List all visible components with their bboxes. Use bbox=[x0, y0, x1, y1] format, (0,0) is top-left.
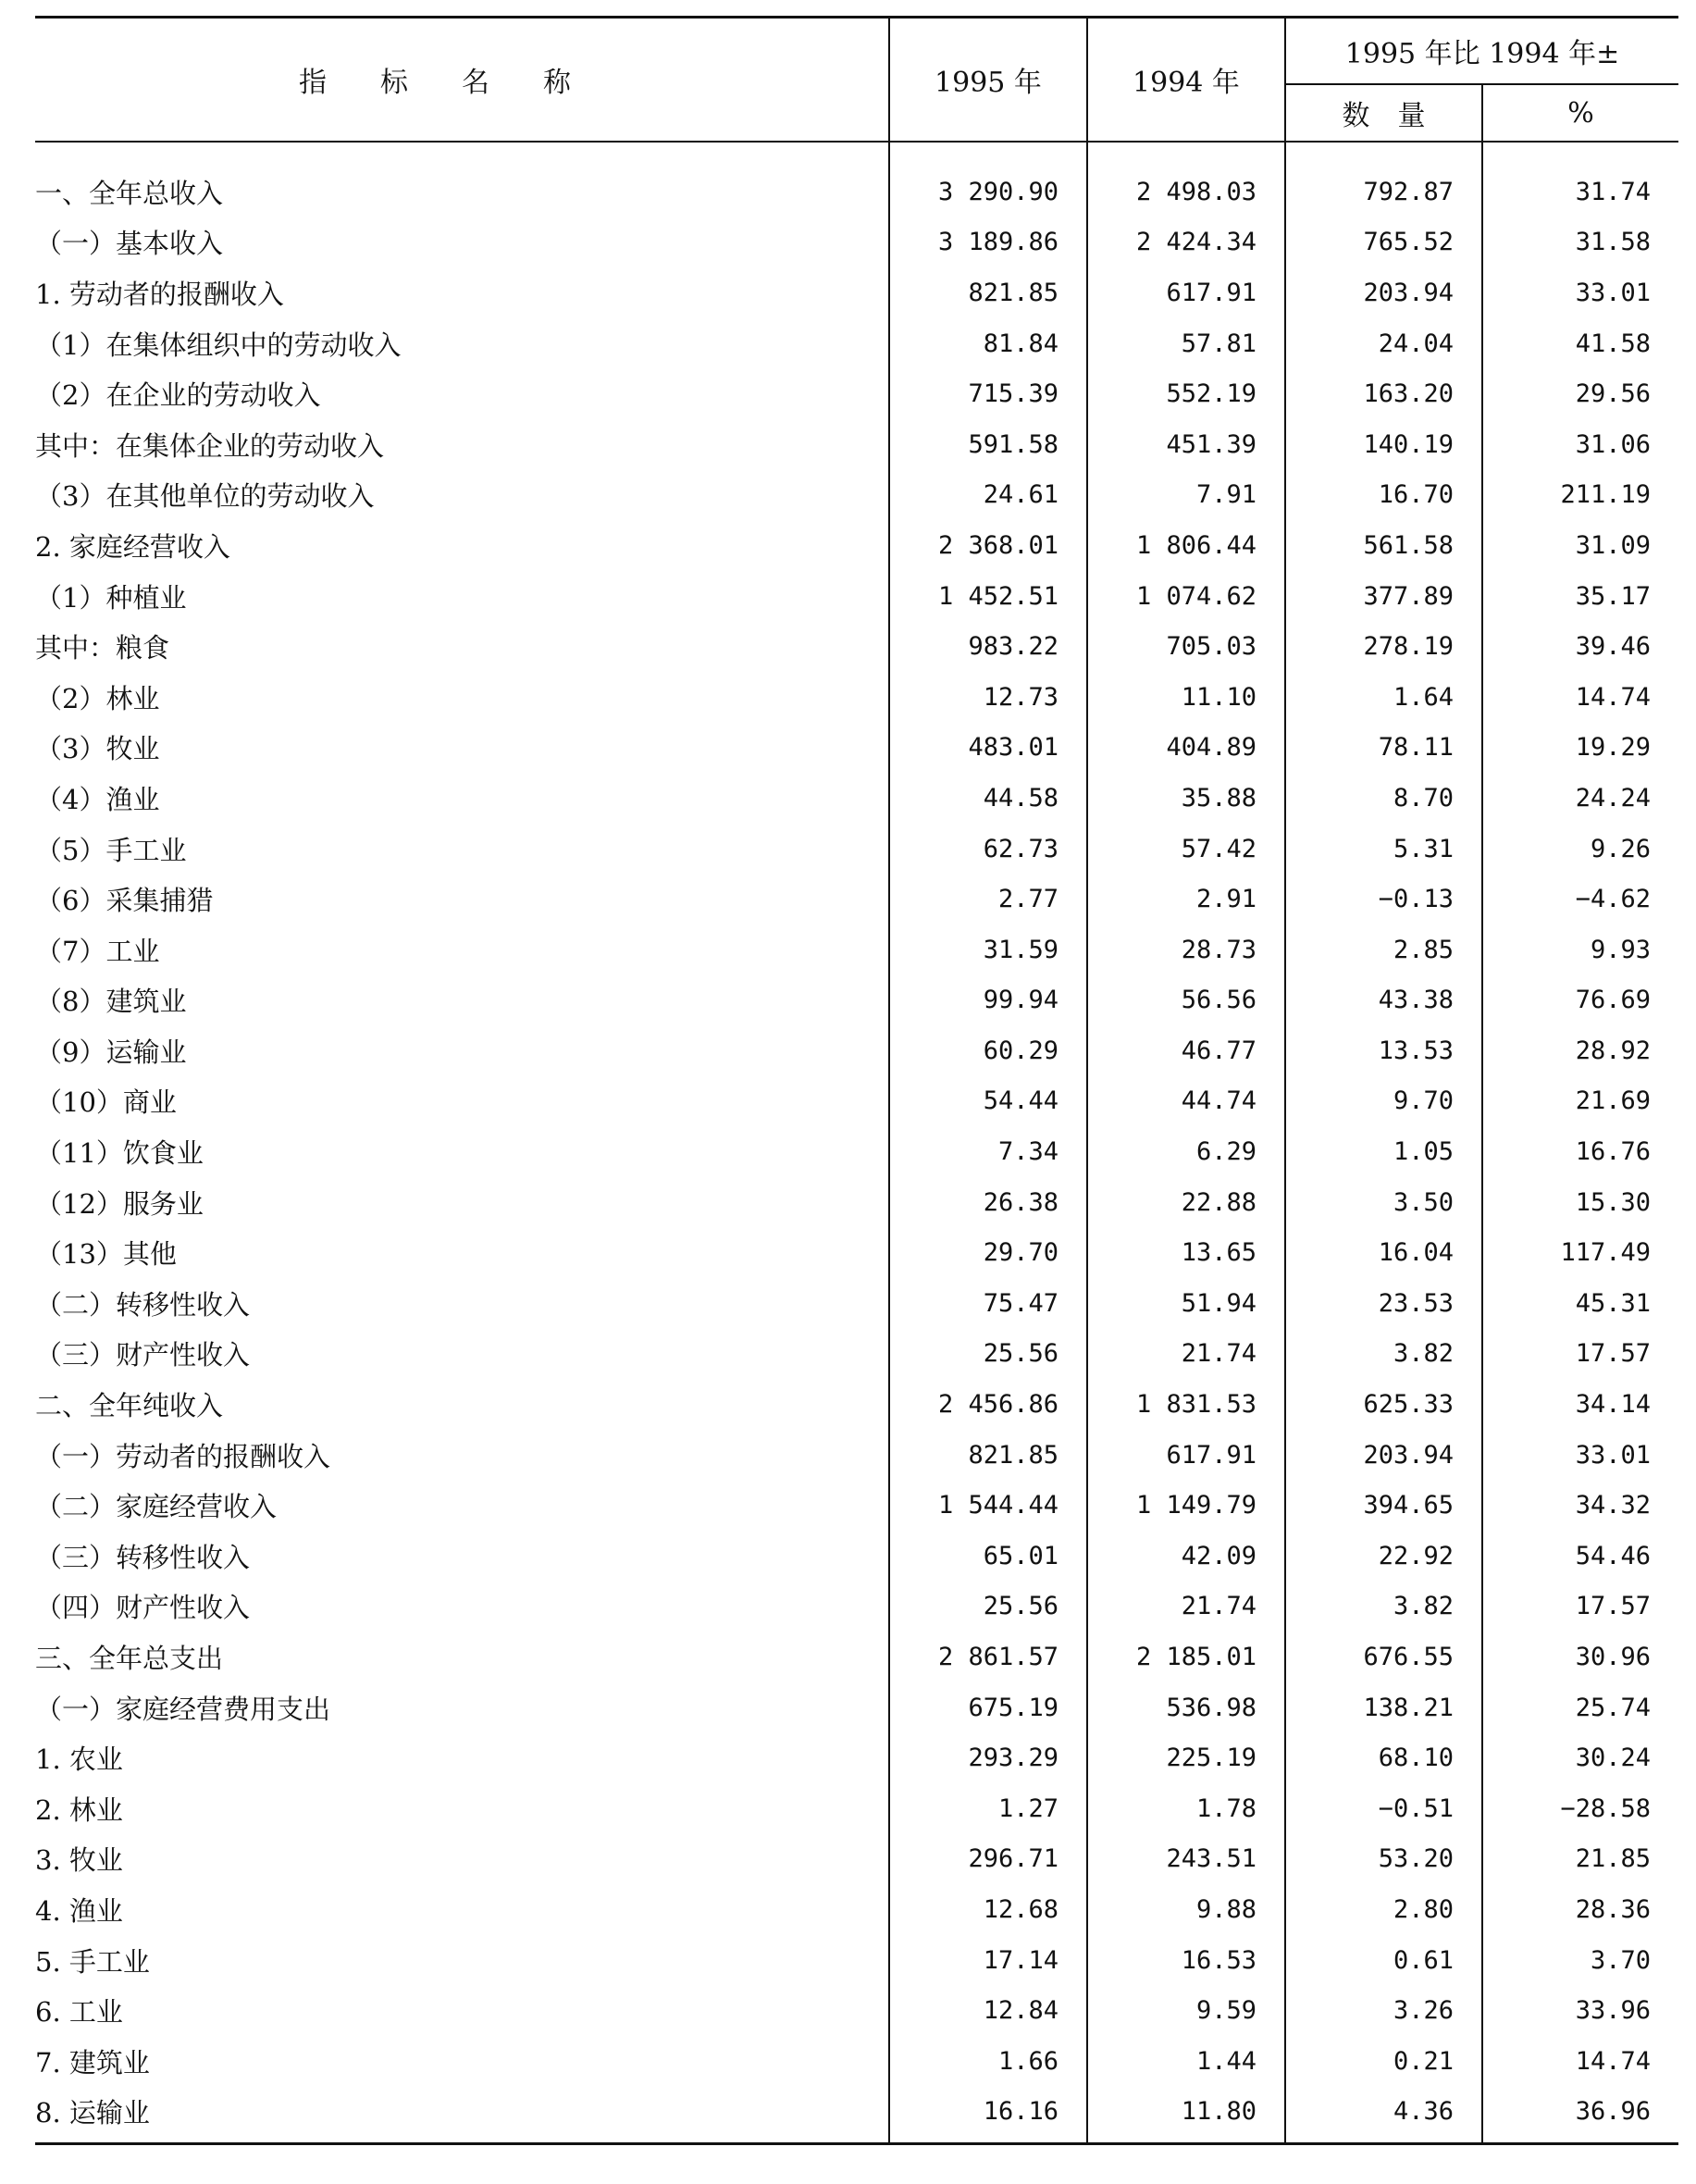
table-row bbox=[35, 1076, 1678, 1127]
value-1994: 11.80 bbox=[1087, 2087, 1285, 2144]
value-1994: 42.09 bbox=[1087, 1531, 1285, 1582]
table-row bbox=[35, 1531, 1678, 1582]
table-row bbox=[35, 1177, 1678, 1228]
change-quantity: 13.53 bbox=[1285, 1025, 1482, 1076]
change-percent: 14.74 bbox=[1482, 2036, 1678, 2087]
table-row bbox=[35, 1126, 1678, 1177]
indicator-name: （2）在企业的劳动收入 bbox=[35, 379, 321, 412]
change-quantity: 3.82 bbox=[1285, 1582, 1482, 1632]
value-1994: 1 149.79 bbox=[1087, 1480, 1285, 1531]
change-percent: 30.96 bbox=[1482, 1632, 1678, 1682]
value-1995: 675.19 bbox=[889, 1682, 1087, 1733]
table-row bbox=[35, 1430, 1678, 1481]
value-1994: 1.78 bbox=[1087, 1783, 1285, 1834]
value-1994: 51.94 bbox=[1087, 1278, 1285, 1329]
change-percent: 31.09 bbox=[1482, 520, 1678, 571]
table-row bbox=[35, 2036, 1678, 2087]
indicator-name: 4. 渔业 bbox=[35, 1894, 123, 1927]
indicator-name: （四）财产性收入 bbox=[35, 1592, 251, 1624]
income-expenditure-table bbox=[35, 16, 1678, 2145]
value-1995: 81.84 bbox=[889, 318, 1087, 369]
change-percent: −4.62 bbox=[1482, 874, 1678, 924]
table-body bbox=[35, 142, 1678, 2144]
table-row bbox=[35, 773, 1678, 824]
table-row bbox=[35, 924, 1678, 975]
value-1995: 12.68 bbox=[889, 1884, 1087, 1935]
value-1995: 293.29 bbox=[889, 1732, 1087, 1783]
value-1994: 617.91 bbox=[1087, 267, 1285, 318]
value-1995: 591.58 bbox=[889, 419, 1087, 470]
indicator-name: 5. 手工业 bbox=[35, 1945, 150, 1978]
value-1994: 46.77 bbox=[1087, 1025, 1285, 1076]
change-percent: 31.58 bbox=[1482, 217, 1678, 268]
indicator-name: （1）种植业 bbox=[35, 581, 187, 614]
value-1995: 17.14 bbox=[889, 1935, 1087, 1986]
indicator-name: 2. 家庭经营收入 bbox=[35, 530, 230, 563]
change-quantity: 203.94 bbox=[1285, 267, 1482, 318]
table-row bbox=[35, 1379, 1678, 1430]
value-1994: 536.98 bbox=[1087, 1682, 1285, 1733]
change-percent: 29.56 bbox=[1482, 368, 1678, 419]
value-1995: 62.73 bbox=[889, 824, 1087, 875]
value-1995: 54.44 bbox=[889, 1076, 1087, 1127]
value-1995: 25.56 bbox=[889, 1329, 1087, 1380]
value-1995: 12.84 bbox=[889, 1985, 1087, 2036]
change-quantity: −0.13 bbox=[1285, 874, 1482, 924]
change-percent: 31.06 bbox=[1482, 419, 1678, 470]
value-1995: 3 189.86 bbox=[889, 217, 1087, 268]
change-percent: 34.14 bbox=[1482, 1379, 1678, 1430]
value-1995: 2 456.86 bbox=[889, 1379, 1087, 1430]
value-1995: 65.01 bbox=[889, 1531, 1087, 1582]
change-quantity: −0.51 bbox=[1285, 1783, 1482, 1834]
change-quantity: 23.53 bbox=[1285, 1278, 1482, 1329]
change-quantity: 16.70 bbox=[1285, 470, 1482, 521]
change-percent: 28.92 bbox=[1482, 1025, 1678, 1076]
table-row bbox=[35, 621, 1678, 672]
change-percent: 33.01 bbox=[1482, 1430, 1678, 1481]
table-row bbox=[35, 1783, 1678, 1834]
table-row bbox=[35, 368, 1678, 419]
table-row bbox=[35, 2087, 1678, 2144]
value-1995: 99.94 bbox=[889, 975, 1087, 1026]
change-percent: 36.96 bbox=[1482, 2087, 1678, 2144]
value-1995: 2.77 bbox=[889, 874, 1087, 924]
value-1994: 451.39 bbox=[1087, 419, 1285, 470]
value-1994: 11.10 bbox=[1087, 672, 1285, 723]
indicator-name: （一）基本收入 bbox=[35, 228, 224, 260]
table-row bbox=[35, 571, 1678, 622]
change-percent: 45.31 bbox=[1482, 1278, 1678, 1329]
indicator-name: （6）采集捕猎 bbox=[35, 885, 214, 917]
value-1995: 24.61 bbox=[889, 470, 1087, 521]
change-quantity: 2.85 bbox=[1285, 924, 1482, 975]
change-percent: 41.58 bbox=[1482, 318, 1678, 369]
value-1994: 705.03 bbox=[1087, 621, 1285, 672]
change-percent: 33.96 bbox=[1482, 1985, 1678, 2036]
change-quantity: 278.19 bbox=[1285, 621, 1482, 672]
change-quantity: 5.31 bbox=[1285, 824, 1482, 875]
value-1994: 35.88 bbox=[1087, 773, 1285, 824]
comparison-header: 1995 年比 1994 年± bbox=[1285, 18, 1678, 85]
value-1994: 2 498.03 bbox=[1087, 142, 1285, 217]
table-row bbox=[35, 1025, 1678, 1076]
table-row bbox=[35, 1682, 1678, 1733]
table-row bbox=[35, 1278, 1678, 1329]
change-quantity: 3.26 bbox=[1285, 1985, 1482, 2036]
value-1995: 1.66 bbox=[889, 2036, 1087, 2087]
change-percent: 19.29 bbox=[1482, 723, 1678, 774]
value-1995: 3 290.90 bbox=[889, 142, 1087, 217]
change-quantity: 1.64 bbox=[1285, 672, 1482, 723]
value-1994: 617.91 bbox=[1087, 1430, 1285, 1481]
change-quantity: 203.94 bbox=[1285, 1430, 1482, 1481]
table-row bbox=[35, 1480, 1678, 1531]
change-quantity: 394.65 bbox=[1285, 1480, 1482, 1531]
value-1994: 16.53 bbox=[1087, 1935, 1285, 1986]
table-row bbox=[35, 1582, 1678, 1632]
change-quantity: 765.52 bbox=[1285, 217, 1482, 268]
table-row bbox=[35, 723, 1678, 774]
value-1995: 44.58 bbox=[889, 773, 1087, 824]
change-percent: 24.24 bbox=[1482, 773, 1678, 824]
change-quantity: 8.70 bbox=[1285, 773, 1482, 824]
table-row bbox=[35, 1329, 1678, 1380]
value-1994: 1 831.53 bbox=[1087, 1379, 1285, 1430]
indicator-name: （二）家庭经营收入 bbox=[35, 1491, 278, 1523]
indicator-name: 2. 林业 bbox=[35, 1793, 123, 1826]
indicator-name: （一）劳动者的报酬收入 bbox=[35, 1440, 331, 1472]
table-row bbox=[35, 1732, 1678, 1783]
change-quantity: 561.58 bbox=[1285, 520, 1482, 571]
value-1994: 1.44 bbox=[1087, 2036, 1285, 2087]
indicator-name: 其中：在集体企业的劳动收入 bbox=[35, 429, 385, 462]
change-percent: −28.58 bbox=[1482, 1783, 1678, 1834]
indicator-name: （3）在其他单位的劳动收入 bbox=[35, 480, 375, 513]
indicator-name-header-text: 指标名称 bbox=[299, 67, 625, 99]
change-percent: 14.74 bbox=[1482, 672, 1678, 723]
table-row bbox=[35, 824, 1678, 875]
value-1994: 21.74 bbox=[1087, 1582, 1285, 1632]
value-1994: 243.51 bbox=[1087, 1834, 1285, 1885]
value-1994: 6.29 bbox=[1087, 1126, 1285, 1177]
change-percent: 16.76 bbox=[1482, 1126, 1678, 1177]
change-percent: 39.46 bbox=[1482, 621, 1678, 672]
value-1994: 404.89 bbox=[1087, 723, 1285, 774]
value-1994: 2 185.01 bbox=[1087, 1632, 1285, 1682]
indicator-name: 一、全年总收入 bbox=[35, 177, 224, 209]
change-percent: 17.57 bbox=[1482, 1329, 1678, 1380]
change-quantity: 138.21 bbox=[1285, 1682, 1482, 1733]
value-1995: 483.01 bbox=[889, 723, 1087, 774]
indicator-name: （5）手工业 bbox=[35, 834, 187, 866]
change-quantity: 676.55 bbox=[1285, 1632, 1482, 1682]
change-percent: 28.36 bbox=[1482, 1884, 1678, 1935]
indicator-name: 8. 运输业 bbox=[35, 2087, 889, 2144]
value-1994: 56.56 bbox=[1087, 975, 1285, 1026]
change-quantity: 43.38 bbox=[1285, 975, 1482, 1026]
change-quantity: 16.04 bbox=[1285, 1227, 1482, 1278]
value-1995: 1.27 bbox=[889, 1783, 1087, 1834]
change-quantity: 68.10 bbox=[1285, 1732, 1482, 1783]
change-percent: 17.57 bbox=[1482, 1582, 1678, 1632]
change-percent: 211.19 bbox=[1482, 470, 1678, 521]
table-row bbox=[35, 1935, 1678, 1986]
indicator-name: （11）饮食业 bbox=[35, 1137, 204, 1170]
value-1995: 983.22 bbox=[889, 621, 1087, 672]
indicator-name: 3. 牧业 bbox=[35, 1844, 123, 1877]
change-percent: 31.74 bbox=[1482, 142, 1678, 217]
value-1994: 57.81 bbox=[1087, 318, 1285, 369]
change-percent: 3.70 bbox=[1482, 1935, 1678, 1986]
change-quantity: 24.04 bbox=[1285, 318, 1482, 369]
change-percent: 76.69 bbox=[1482, 975, 1678, 1026]
table-row bbox=[35, 1632, 1678, 1682]
table-row bbox=[35, 520, 1678, 571]
indicator-name: 1. 农业 bbox=[35, 1743, 123, 1776]
value-1994: 44.74 bbox=[1087, 1076, 1285, 1127]
table-row bbox=[35, 1884, 1678, 1935]
value-1995: 1 544.44 bbox=[889, 1480, 1087, 1531]
indicator-name: （二）转移性收入 bbox=[35, 1288, 251, 1321]
indicator-name: （3）牧业 bbox=[35, 733, 160, 765]
change-quantity: 2.80 bbox=[1285, 1884, 1482, 1935]
indicator-name: （13）其他 bbox=[35, 1238, 177, 1271]
change-percent: 54.46 bbox=[1482, 1531, 1678, 1582]
change-quantity: 1.05 bbox=[1285, 1126, 1482, 1177]
change-percent: 33.01 bbox=[1482, 267, 1678, 318]
indicator-name: （三）财产性收入 bbox=[35, 1339, 251, 1371]
change-quantity: 53.20 bbox=[1285, 1834, 1482, 1885]
table-header bbox=[35, 18, 1678, 143]
change-percent: 35.17 bbox=[1482, 571, 1678, 622]
change-percent: 25.74 bbox=[1482, 1682, 1678, 1733]
value-1994: 9.88 bbox=[1087, 1884, 1285, 1935]
change-quantity: 4.36 bbox=[1285, 2087, 1482, 2144]
value-1995: 821.85 bbox=[889, 267, 1087, 318]
value-1995: 7.34 bbox=[889, 1126, 1087, 1177]
indicator-name: （10）商业 bbox=[35, 1086, 177, 1119]
indicator-name: （4）渔业 bbox=[35, 783, 160, 815]
value-1995: 2 368.01 bbox=[889, 520, 1087, 571]
value-1995: 1 452.51 bbox=[889, 571, 1087, 622]
change-quantity: 3.50 bbox=[1285, 1177, 1482, 1228]
value-1994: 2 424.34 bbox=[1087, 217, 1285, 268]
change-quantity: 377.89 bbox=[1285, 571, 1482, 622]
indicator-name: （一）家庭经营费用支出 bbox=[35, 1693, 331, 1725]
value-1995: 2 861.57 bbox=[889, 1632, 1087, 1682]
table-row bbox=[35, 1985, 1678, 2036]
indicator-name: （9）运输业 bbox=[35, 1036, 187, 1068]
indicator-name: 1. 劳动者的报酬收入 bbox=[35, 278, 284, 310]
change-percent: 30.24 bbox=[1482, 1732, 1678, 1783]
value-1995: 26.38 bbox=[889, 1177, 1087, 1228]
change-percent: 117.49 bbox=[1482, 1227, 1678, 1278]
table-row bbox=[35, 419, 1678, 470]
value-1994: 552.19 bbox=[1087, 368, 1285, 419]
year-1995-header: 1995 年 bbox=[889, 18, 1087, 143]
table-row bbox=[35, 470, 1678, 521]
value-1994: 9.59 bbox=[1087, 1985, 1285, 2036]
change-quantity: 163.20 bbox=[1285, 368, 1482, 419]
change-quantity: 3.82 bbox=[1285, 1329, 1482, 1380]
value-1994: 28.73 bbox=[1087, 924, 1285, 975]
indicator-name: （8）建筑业 bbox=[35, 986, 187, 1018]
value-1994: 7.91 bbox=[1087, 470, 1285, 521]
value-1994: 21.74 bbox=[1087, 1329, 1285, 1380]
indicator-name: 6. 工业 bbox=[35, 1996, 123, 2029]
indicator-name: 7. 建筑业 bbox=[35, 2046, 150, 2079]
value-1994: 57.42 bbox=[1087, 824, 1285, 875]
value-1995: 16.16 bbox=[889, 2087, 1087, 2144]
change-quantity: 78.11 bbox=[1285, 723, 1482, 774]
table-row bbox=[35, 672, 1678, 723]
change-percent: 34.32 bbox=[1482, 1480, 1678, 1531]
value-1994: 13.65 bbox=[1087, 1227, 1285, 1278]
table-row bbox=[35, 1834, 1678, 1885]
value-1995: 60.29 bbox=[889, 1025, 1087, 1076]
change-percent: 21.69 bbox=[1482, 1076, 1678, 1127]
indicator-name: 其中：粮食 bbox=[35, 632, 170, 664]
value-1995: 25.56 bbox=[889, 1582, 1087, 1632]
value-1995: 715.39 bbox=[889, 368, 1087, 419]
indicator-name-header bbox=[35, 18, 889, 143]
value-1995: 29.70 bbox=[889, 1227, 1087, 1278]
indicator-name: （1）在集体组织中的劳动收入 bbox=[35, 329, 402, 361]
table-row bbox=[35, 142, 1678, 217]
change-quantity: 625.33 bbox=[1285, 1379, 1482, 1430]
value-1995: 12.73 bbox=[889, 672, 1087, 723]
table-row bbox=[35, 1227, 1678, 1278]
indicator-name: 三、全年总支出 bbox=[35, 1643, 224, 1675]
indicator-name: （2）林业 bbox=[35, 682, 160, 714]
value-1994: 1 806.44 bbox=[1087, 520, 1285, 571]
table-row bbox=[35, 267, 1678, 318]
value-1995: 296.71 bbox=[889, 1834, 1087, 1885]
quantity-header: 数 量 bbox=[1285, 84, 1482, 142]
value-1994: 22.88 bbox=[1087, 1177, 1285, 1228]
indicator-name: （12）服务业 bbox=[35, 1187, 204, 1220]
table-row bbox=[35, 874, 1678, 924]
table-row bbox=[35, 217, 1678, 268]
change-percent: 15.30 bbox=[1482, 1177, 1678, 1228]
change-percent: 9.93 bbox=[1482, 924, 1678, 975]
indicator-name: （7）工业 bbox=[35, 935, 160, 967]
change-quantity: 22.92 bbox=[1285, 1531, 1482, 1582]
table-row bbox=[35, 318, 1678, 369]
value-1995: 75.47 bbox=[889, 1278, 1087, 1329]
indicator-name: 二、全年纯收入 bbox=[35, 1390, 224, 1422]
year-1994-header: 1994 年 bbox=[1087, 18, 1285, 143]
change-quantity: 140.19 bbox=[1285, 419, 1482, 470]
table-row bbox=[35, 975, 1678, 1026]
value-1994: 225.19 bbox=[1087, 1732, 1285, 1783]
value-1995: 31.59 bbox=[889, 924, 1087, 975]
change-percent: 9.26 bbox=[1482, 824, 1678, 875]
percent-header: % bbox=[1482, 84, 1678, 142]
value-1995: 821.85 bbox=[889, 1430, 1087, 1481]
change-quantity: 792.87 bbox=[1285, 142, 1482, 217]
change-quantity: 0.21 bbox=[1285, 2036, 1482, 2087]
change-quantity: 9.70 bbox=[1285, 1076, 1482, 1127]
value-1994: 1 074.62 bbox=[1087, 571, 1285, 622]
value-1994: 2.91 bbox=[1087, 874, 1285, 924]
change-percent: 21.85 bbox=[1482, 1834, 1678, 1885]
change-quantity: 0.61 bbox=[1285, 1935, 1482, 1986]
indicator-name: （三）转移性收入 bbox=[35, 1541, 251, 1573]
